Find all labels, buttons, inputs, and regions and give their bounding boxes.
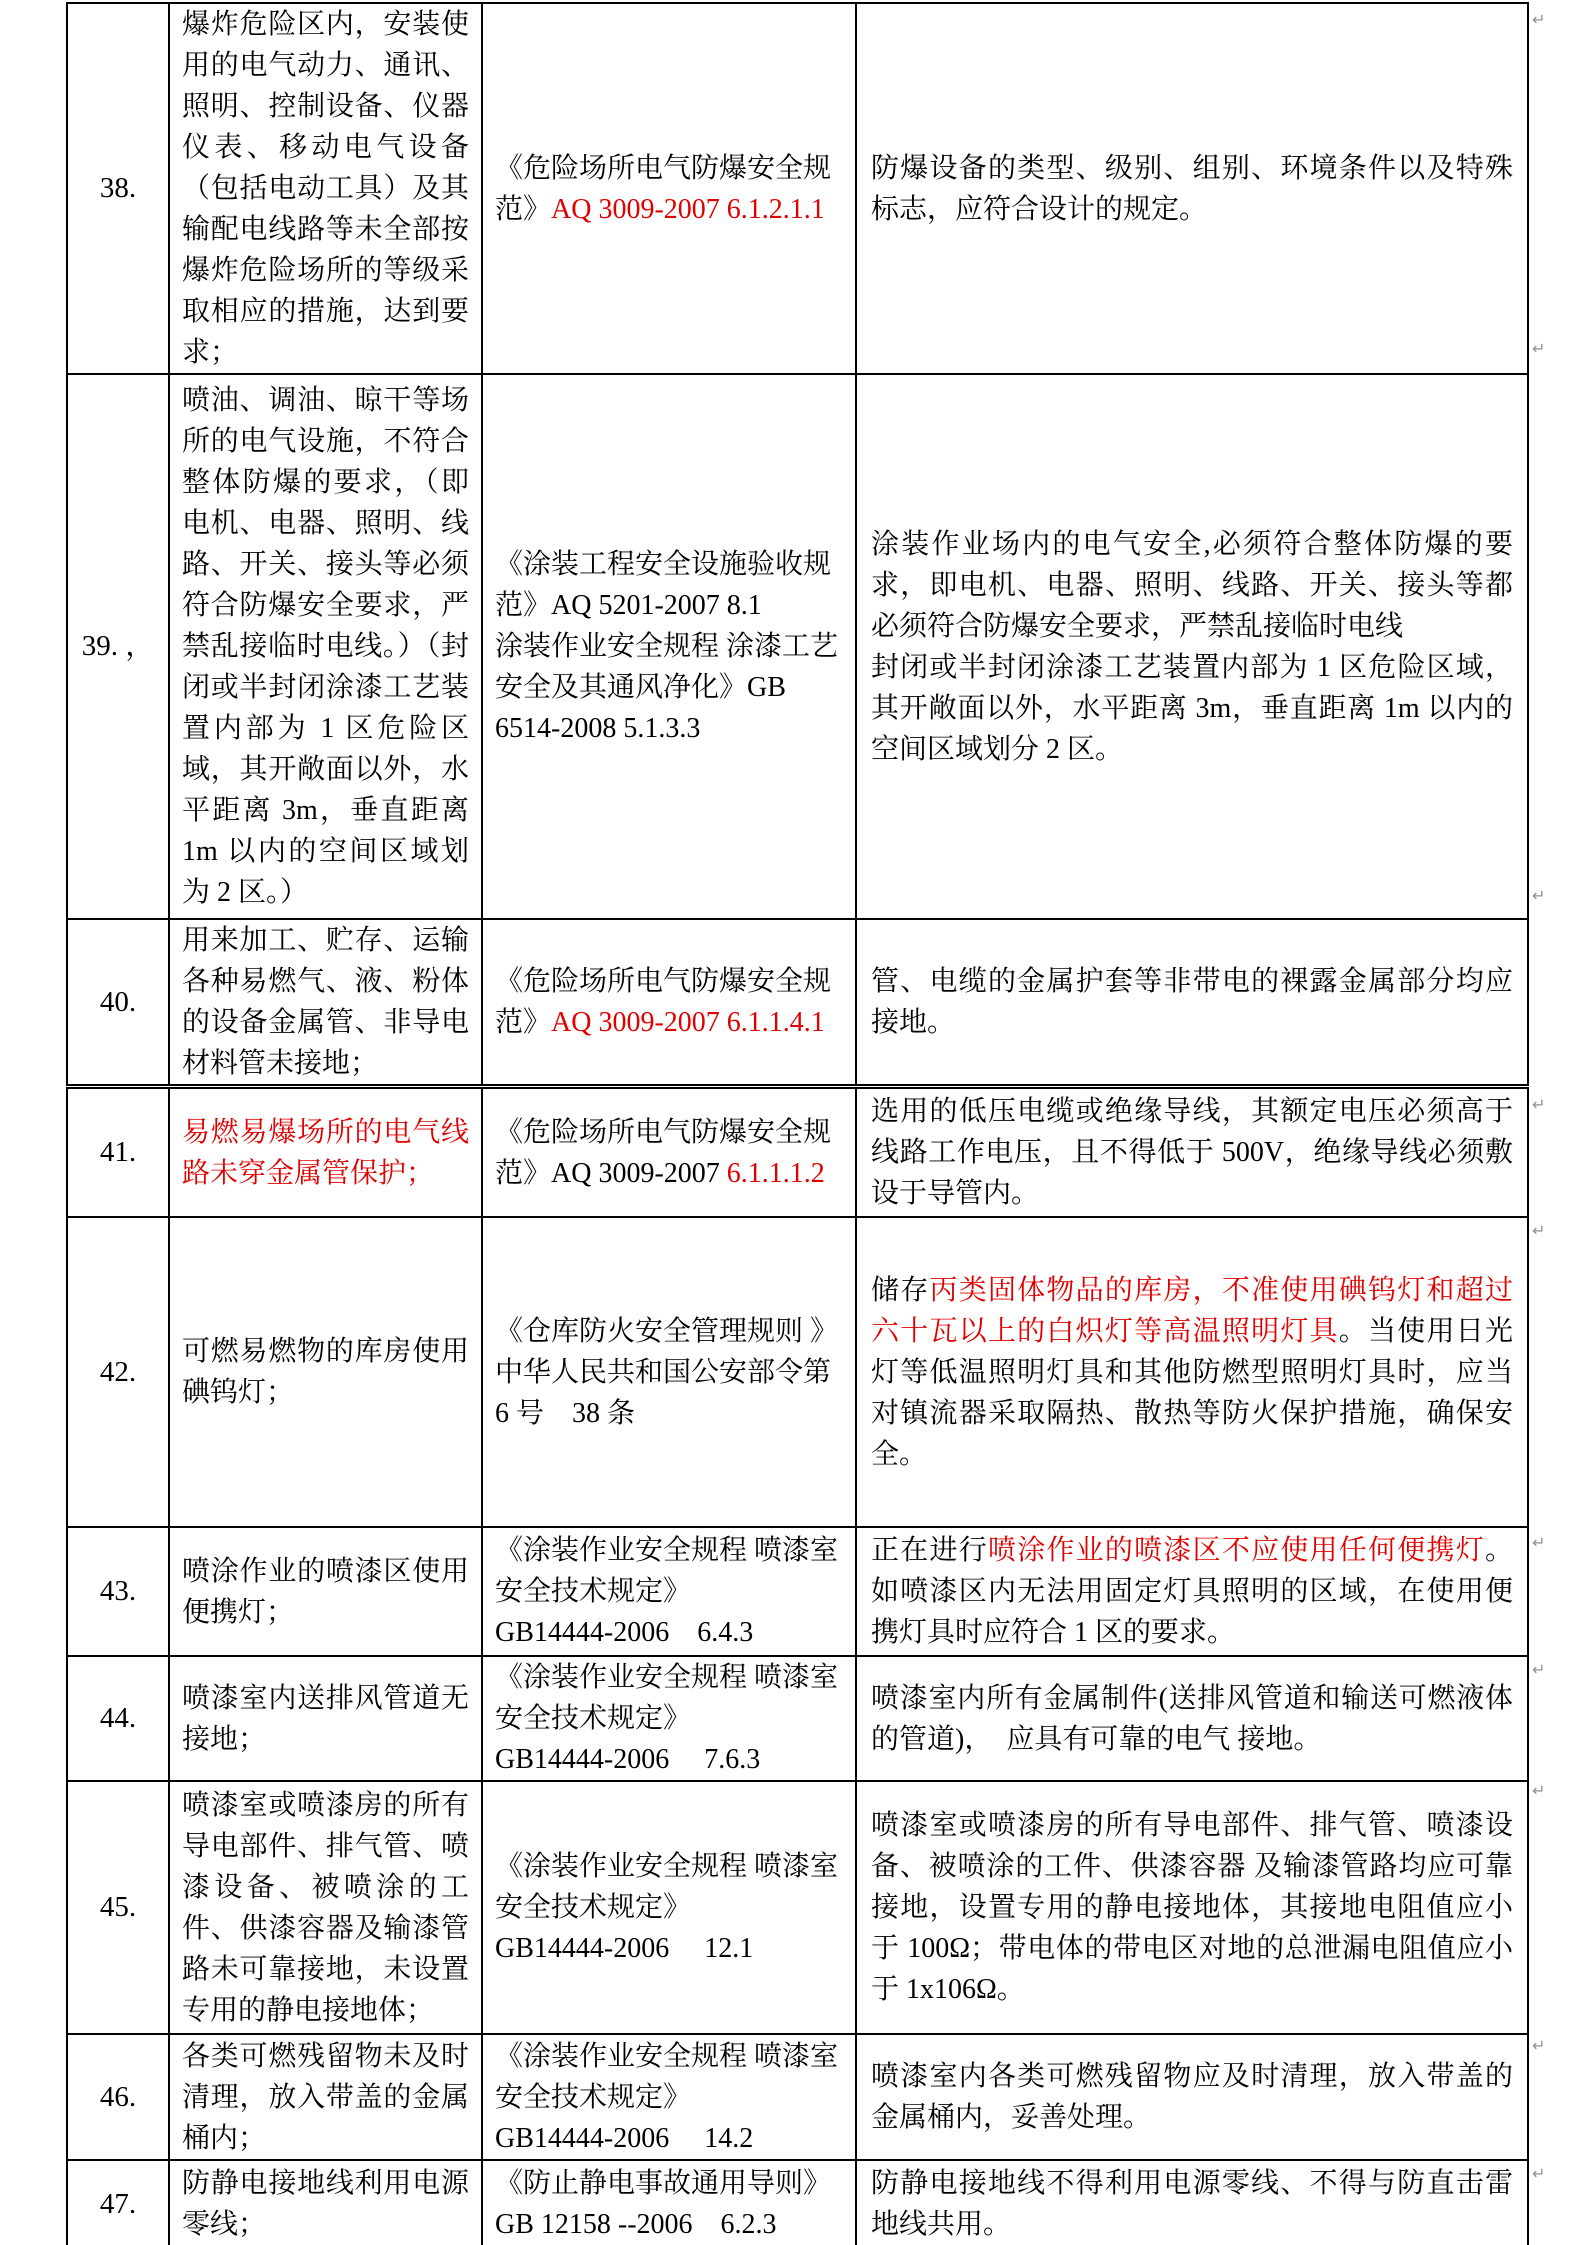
text-segment: 《危险场所电气防爆安全规范》 bbox=[495, 152, 832, 225]
legal-basis-cell bbox=[482, 1527, 856, 1656]
paragraph bbox=[495, 1846, 843, 1928]
legal-basis-cell bbox=[482, 1217, 856, 1527]
paragraph bbox=[495, 1112, 843, 1194]
paragraph-return-mark: ↵ bbox=[1532, 1221, 1546, 1240]
paragraph bbox=[495, 1739, 843, 1780]
paragraph bbox=[871, 1805, 1513, 2010]
paragraph bbox=[182, 4, 469, 373]
paragraph bbox=[871, 647, 1513, 770]
text-segment: 储存 bbox=[871, 1274, 930, 1306]
paragraph bbox=[495, 1657, 843, 1739]
text-segment: 喷油、调油、晾干等场所的电气设施，不符合整体防爆的要求，（即电机、电器、照明、线路、开关、接头等必须符合防爆安全要求，严禁乱接临时电线。）（封闭或半封闭涂漆工艺装置内部为 1 区危险区域，其开敞面以外，水平距离 3m，垂直距离 1m 以内的空间区域划为 2 区。） bbox=[182, 385, 469, 908]
text-segment: 防静电接地线不得利用电源零线、不得与防直击雷地线共用。 bbox=[871, 2168, 1513, 2240]
text-segment: 《涂装作业安全规程 喷漆室安全技术规定》 bbox=[495, 1535, 839, 1607]
paragraph bbox=[182, 380, 469, 913]
row-number-cell: 39. ， bbox=[67, 374, 169, 919]
row-number-cell: 41. bbox=[67, 1088, 169, 1217]
paragraph bbox=[871, 1091, 1513, 1214]
legal-basis-cell bbox=[482, 919, 856, 1085]
paragraph-return-mark: ↵ bbox=[1532, 10, 1546, 29]
paragraph-return-mark: ↵ bbox=[1532, 1095, 1546, 1114]
text-segment: 喷漆室或喷漆房的所有导电部件、排气管、喷漆设备、被喷涂的工件、供漆容器 及输漆管路均应可靠接地，设置专用的静电接地体，其接地电阻值应小于 100Ω；带电体的带电区对地的总泄漏电阻值应小于 1x106Ω。 bbox=[871, 1810, 1513, 2005]
table-row bbox=[67, 1781, 1528, 2034]
text-segment: 喷漆室内各类可燃残留物应及时清理，放入带盖的金属桶内，妥善处理。 bbox=[871, 2061, 1513, 2133]
row-number-cell: 45. bbox=[67, 1781, 169, 2034]
legal-basis-cell bbox=[482, 1088, 856, 1217]
paragraph bbox=[495, 961, 843, 1043]
paragraph bbox=[495, 2204, 843, 2245]
text-segment: 封闭或半封闭涂漆工艺装置内部为 1 区危险区域，其开敞面以外，水平距离 3m，垂直距离 1m 以内的空间区域划分 2 区。 bbox=[871, 651, 1513, 765]
text-segment: 各类可燃残留物未及时清理，放入带盖的金属桶内； bbox=[182, 2040, 469, 2154]
paragraph bbox=[495, 2163, 843, 2204]
requirement-cell bbox=[856, 919, 1528, 1085]
row-number-cell: 43. bbox=[67, 1527, 169, 1656]
row-number-cell: 46. bbox=[67, 2034, 169, 2160]
issues-table-upper bbox=[66, 2, 1529, 1086]
table-row bbox=[67, 374, 1528, 919]
issues-table-lower bbox=[66, 1087, 1529, 2245]
text-segment: 正在进行 bbox=[871, 1535, 988, 1566]
paragraph-return-mark: ↵ bbox=[1532, 1781, 1546, 1800]
text-segment: 防爆设备的类型、级别、组别、环境条件以及特殊标志，应符合设计的规定。 bbox=[871, 152, 1513, 225]
requirement-cell bbox=[856, 1088, 1528, 1217]
text-segment: 《涂装作业安全规程 喷漆室安全技术规定》 bbox=[495, 1851, 839, 1923]
paragraph-return-mark: ↵ bbox=[1532, 2164, 1546, 2183]
paragraph bbox=[495, 148, 843, 230]
paragraph bbox=[182, 1785, 469, 2031]
paragraph bbox=[495, 1530, 843, 1612]
legal-basis-cell bbox=[482, 3, 856, 374]
row-number-cell: 44. bbox=[67, 1656, 169, 1781]
table-row bbox=[67, 2160, 1528, 2245]
problem-description-cell bbox=[169, 3, 482, 374]
paragraph-return-mark: ↵ bbox=[1532, 1660, 1546, 1679]
paragraph bbox=[871, 2056, 1513, 2138]
text-segment: 防静电接地线利用电源零线； bbox=[182, 2168, 469, 2240]
paragraph bbox=[182, 920, 469, 1084]
requirement-cell bbox=[856, 374, 1528, 919]
requirement-cell bbox=[856, 1656, 1528, 1781]
legal-basis-cell bbox=[482, 2034, 856, 2160]
table-row bbox=[67, 1088, 1528, 1217]
requirement-cell bbox=[856, 2034, 1528, 2160]
paragraph bbox=[495, 1928, 843, 1969]
paragraph bbox=[495, 1311, 843, 1434]
problem-description-cell bbox=[169, 2034, 482, 2160]
row-number-cell: 47. bbox=[67, 2160, 169, 2245]
legal-basis-cell bbox=[482, 1781, 856, 2034]
paragraph bbox=[182, 1331, 469, 1413]
text-segment: 管、电缆的金属护套等非带电的裸露金属部分均应接地。 bbox=[871, 966, 1513, 1038]
row-number-cell: 38. bbox=[67, 3, 169, 374]
table-row bbox=[67, 3, 1528, 374]
paragraph bbox=[495, 1612, 843, 1653]
paragraph bbox=[495, 2118, 843, 2159]
paragraph bbox=[871, 148, 1513, 230]
table-row bbox=[67, 1527, 1528, 1656]
table-row bbox=[67, 1656, 1528, 1781]
paragraph bbox=[871, 1678, 1513, 1760]
paragraph bbox=[871, 2163, 1513, 2245]
text-segment: GB 12158 --2006 6.2.3 bbox=[495, 2209, 777, 2240]
requirement-cell bbox=[856, 1217, 1528, 1527]
table-row bbox=[67, 919, 1528, 1085]
paragraph bbox=[182, 1551, 469, 1633]
paragraph-return-mark: ↵ bbox=[1532, 339, 1546, 358]
text-segment: 《涂装工程安全设施验收规范》AQ 5201-2007 8.1 bbox=[495, 549, 832, 621]
text-segment: 《仓库防火安全管理规则 》中华人民共和国公安部令第 6 号 38 条 bbox=[495, 1315, 839, 1429]
paragraph-return-mark: ↵ bbox=[1532, 2036, 1546, 2055]
red-text-segment: 6.1.1.1.2 bbox=[726, 1157, 825, 1189]
problem-description-cell bbox=[169, 1656, 482, 1781]
row-number-cell: 40. bbox=[67, 919, 169, 1085]
red-text-segment: 丙类固体物品的库房，不准使用碘钨灯和超过六十瓦以上的白炽灯等高温照明灯具 bbox=[871, 1274, 1513, 1347]
text-segment: GB14444-2006 7.6.3 bbox=[495, 1744, 761, 1775]
requirement-cell bbox=[856, 3, 1528, 374]
text-segment: 可燃易燃物的库房使用碘钨灯； bbox=[182, 1336, 469, 1408]
text-segment: 爆炸危险区内，安装使用的电气动力、通讯、照明、控制设备、仪器仪表、移动电气设备（包括电动工具）及其输配电线路等未全部按爆炸危险场所的等级采取相应的措施，达到要求； bbox=[182, 9, 469, 368]
paragraph bbox=[871, 524, 1513, 647]
table-row bbox=[67, 1217, 1528, 1527]
paragraph bbox=[495, 626, 843, 749]
paragraph bbox=[182, 1678, 469, 1760]
legal-basis-cell bbox=[482, 374, 856, 919]
paragraph bbox=[495, 2036, 843, 2118]
text-segment: 喷漆室内所有金属制件(送排风管道和输送可燃液体的管道)， 应具有可靠的电气 接地。 bbox=[871, 1682, 1513, 1755]
text-segment: 涂装作业场内的电气安全,必须符合整体防爆的要求，即电机、电器、照明、线路、开关、接头等都必须符合防爆安全要求，严禁乱接临时电线 bbox=[871, 528, 1513, 642]
problem-description-cell bbox=[169, 1217, 482, 1527]
row-number-cell: 42. bbox=[67, 1217, 169, 1527]
text-segment: 选用的低压电缆或绝缘导线，其额定电压必须高于线路工作电压，且不得低于 500V，绝缘导线必须敷设于导管内。 bbox=[871, 1096, 1513, 1209]
red-text-segment: 易燃易爆场所的电气线路未穿金属管保护； bbox=[182, 1116, 469, 1189]
paragraph bbox=[871, 1270, 1513, 1475]
problem-description-cell bbox=[169, 1781, 482, 2034]
requirement-cell bbox=[856, 1781, 1528, 2034]
table-row bbox=[67, 2034, 1528, 2160]
text-segment: 喷涂作业的喷漆区使用便携灯； bbox=[182, 1555, 469, 1628]
problem-description-cell bbox=[169, 374, 482, 919]
legal-basis-cell bbox=[482, 2160, 856, 2245]
text-segment: 《危险场所电气防爆安全规范》 bbox=[495, 966, 832, 1038]
text-segment: 喷漆室内送排风管道无接地； bbox=[182, 1682, 469, 1755]
text-segment: GB14444-2006 12.1 bbox=[495, 1933, 754, 1964]
paragraph bbox=[182, 1112, 469, 1194]
text-segment: 用来加工、贮存、运输各种易燃气、液、粉体的设备金属管、非导电材料管未接地； bbox=[182, 925, 469, 1079]
text-segment: 喷漆室或喷漆房的所有导电部件、排气管、喷漆设备、被喷涂的工件、供漆容器及输漆管路未可靠接地，未设置专用的静电接地体； bbox=[182, 1789, 469, 2026]
text-segment: 《防止静电事故通用导则》 bbox=[495, 2168, 832, 2199]
requirement-cell bbox=[856, 1527, 1528, 1656]
paragraph bbox=[182, 2036, 469, 2159]
text-segment: 。如喷漆区内无法用固定灯具照明的区域，在使用便携灯具时应符合 1 区的要求。 bbox=[871, 1535, 1513, 1648]
problem-description-cell bbox=[169, 2160, 482, 2245]
problem-description-cell bbox=[169, 919, 482, 1085]
requirement-cell bbox=[856, 2160, 1528, 2245]
red-text-segment: 喷涂作业的喷漆区不应使用任何便携灯 bbox=[987, 1535, 1485, 1566]
paragraph-return-mark: ↵ bbox=[1532, 886, 1546, 905]
text-segment: GB14444-2006 6.4.3 bbox=[495, 1617, 754, 1648]
paragraph bbox=[182, 2163, 469, 2245]
red-text-segment: AQ 3009-2007 6.1.1.4.1 bbox=[551, 1007, 825, 1038]
problem-description-cell bbox=[169, 1527, 482, 1656]
paragraph bbox=[871, 961, 1513, 1043]
paragraph bbox=[871, 1530, 1513, 1653]
text-segment: 《危险场所电气防爆安全规范》AQ 3009-2007 bbox=[495, 1116, 832, 1189]
text-segment: 《涂装作业安全规程 喷漆室安全技术规定》 bbox=[495, 2040, 839, 2113]
red-text-segment: AQ 3009-2007 6.1.2.1.1 bbox=[551, 193, 825, 225]
paragraph bbox=[495, 544, 843, 626]
text-segment: 。当使用日光灯等低温照明灯具和其他防燃型照明灯具时，应当对镇流器采取隔热、散热等防火保护措施，确保安全。 bbox=[871, 1315, 1513, 1470]
text-segment: GB14444-2006 14.2 bbox=[495, 2122, 754, 2154]
paragraph-return-mark: ↵ bbox=[1532, 1533, 1546, 1552]
problem-description-cell bbox=[169, 1088, 482, 1217]
legal-basis-cell bbox=[482, 1656, 856, 1781]
text-segment: 《涂装作业安全规程 喷漆室安全技术规定》 bbox=[495, 1662, 839, 1734]
text-segment: 涂装作业安全规程 涂漆工艺安全及其通风净化》GB 6514-2008 5.1.3.3 bbox=[495, 631, 839, 744]
